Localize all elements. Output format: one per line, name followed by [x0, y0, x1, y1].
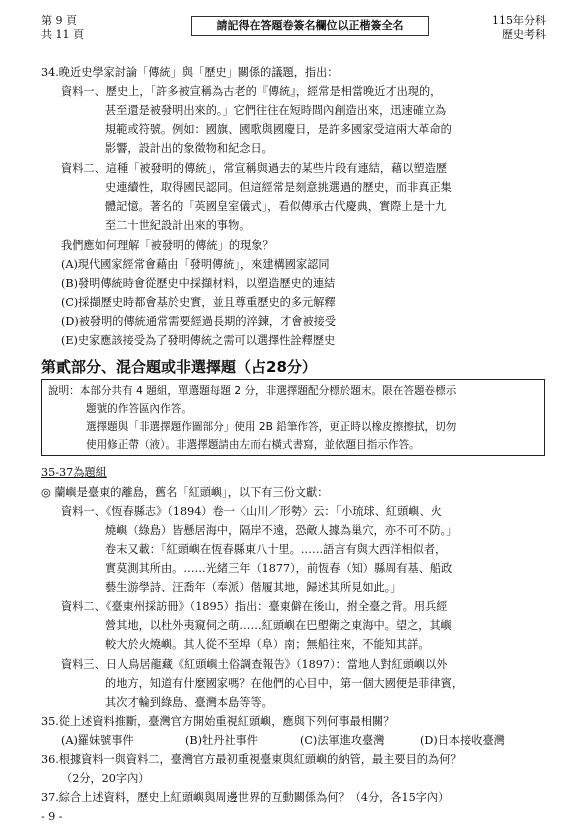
part2-instructions-box: [41, 379, 545, 456]
instruction-line: 選擇題與「非選擇題作圖部分」使用 2B 鉛筆作答，更正時以橡皮擦擦拭，切勿: [86, 421, 457, 433]
q34-doc2-line: 體記憶。著名的「英國皇室儀式」，看似傳承古代慶典，實際上是十九: [105, 200, 447, 213]
instruction-line: 使用修正帶（液）。非選擇題請由左而右橫式書寫，並依題目指示作答。: [86, 439, 420, 451]
signature-notice: 請記得在答題卷簽名欄位以正楷簽全名: [191, 16, 429, 36]
q34-option-b: (B)發明傳統時會從歷史中採擷材料，以塑造歷史的連結: [61, 277, 336, 290]
page-number: 第 9 頁: [41, 14, 77, 27]
q34-doc1-line: 影響，設計出的象徵物和紀念日。: [105, 142, 273, 155]
q34-question: 我們應如何理解「被發明的傳統」的現象？: [61, 239, 274, 252]
q35-option-b: (B)牡丹社事件: [185, 734, 258, 747]
group-doc1-line: 藝生游學詩、汪喬年（奉派）偕履其地，歸述其所見如此。」: [105, 581, 402, 594]
exam-subject: 歷史考科: [502, 28, 546, 41]
q36-stem: 36.根據資料一與資料二，臺灣官方最初重視臺東與紅頭嶼的納管，最主要目的為何？: [41, 753, 462, 766]
page-total: 共 11 頁: [41, 28, 84, 41]
q36-points: （2分，20字內）: [61, 772, 150, 785]
group-doc1-line: 實莫測其所由。……光緒三年（1877），前恆春（知）縣周有基、船政: [105, 562, 453, 575]
q34-option-a: (A)現代國家經常會藉由「發明傳統」，來建構國家認同: [61, 258, 330, 271]
group-doc3-line: 其次才輪到綠島、臺灣本島等等。: [105, 696, 273, 709]
q34-doc2-line: 資料二、這種「被發明的傳統」，常宣稱與過去的某些片段有連結，藉以塑造歷: [61, 162, 447, 175]
q34-doc1-line: 規範或符號。例如：國旗、國歌與國慶日，是許多國家受這兩大革命的: [105, 123, 452, 136]
page-number-block: [41, 14, 84, 42]
q34-option-e: (E)史家應該接受為了發明傳統之需可以選擇性詮釋歷史: [61, 334, 336, 347]
instruction-line: 題號的作答區內作答。: [86, 403, 192, 415]
q35-option-d: (D)日本接收臺灣: [420, 734, 505, 747]
q35-stem: 35.從上述資料推斷，臺灣官方開始重視紅頭嶼，應與下列何事最相關？: [41, 715, 395, 728]
group-doc1-line: 資料一、《恆春縣志》（1894）卷一〈山川／形勢〉云：「小琉球、紅頭嶼、火: [61, 505, 442, 518]
group-doc2-line: 資料二、《臺東州採訪冊》（1895）指出：臺東僻在後山，拊全臺之背。用兵經: [61, 600, 448, 613]
group-doc1-line: 卷末又載：「紅頭嶼在恆春縣東八十里。……語言有與大西洋相似者，: [105, 543, 447, 556]
part2-title: 第貳部分、混合題或非選擇題（占28分）: [41, 358, 317, 376]
group-doc2-line: 較大於火燒嶼。其人從不至埠（阜）南；無船往來，不能知其詳。: [105, 638, 430, 651]
q34-stem: 34.晚近史學家討論「傳統」與「歷史」關係的議題，指出：: [41, 66, 339, 79]
page-footer-number: - 9 -: [41, 810, 63, 823]
group-intro: ◎ 蘭嶼是臺東的離島，舊名「紅頭嶼」，以下有三份文獻：: [41, 486, 329, 499]
q34-option-d: (D)被發明的傳統通常需要經過長期的淬鍊，才會被接受: [61, 315, 337, 328]
q34-doc2-line: 史連續性，取得國民認同。但這經常是刻意挑選過的歷史，而非真正集: [105, 181, 452, 194]
q34-doc1-line: 甚至還是被發明出來的。」它們往往在短時間內創造出來，迅速確立為: [105, 104, 447, 117]
q37-stem: 37.綜合上述資料，歷史上紅頭嶼與周邊世界的互動關係為何？（4分，各15字內）: [41, 791, 450, 804]
page-header: [41, 14, 546, 44]
group-doc3-line: 資料三、日人鳥居龍藏《紅頭嶼土俗調查報告》（1897）：當地人對紅頭嶼以外: [61, 658, 448, 671]
subject-block: [492, 14, 546, 42]
q34-doc2-line: 至二十世紀設計出來的事物。: [105, 219, 251, 232]
q35-option-c: (C)法軍進攻臺灣: [300, 734, 385, 747]
question-group-title: 35-37為題組: [41, 466, 107, 479]
q34-option-c: (C)採擷歷史時都會基於史實，並且尊重歷史的多元解釋: [61, 296, 336, 309]
exam-year: 115年分科: [492, 14, 546, 27]
q34-doc1-line: 資料一、歷史上，「許多被宣稱為古老的『傳統』，經常是相當晚近才出現的，: [61, 85, 442, 98]
q35-option-a: (A)羅妹號事件: [61, 734, 134, 747]
group-doc2-line: 營其地，以杜外夷窺伺之萌……紅頭嶼在巴塱衛之東海中。望之，其嶼: [105, 619, 452, 632]
group-doc1-line: 燒嶼（綠島）皆懸居海中，隔岸不遠，恐敵人據為巢穴，亦不可不防。」: [105, 524, 458, 537]
instruction-line: 說明：本部分共有 4 題組，單選題每題 2 分，非選擇題配分標於題末。限在答題卷標示: [48, 385, 457, 397]
group-doc3-line: 的地方，知道有什麼國家嗎？在他們的心目中，第一個大國便是菲律賓，: [105, 677, 464, 690]
